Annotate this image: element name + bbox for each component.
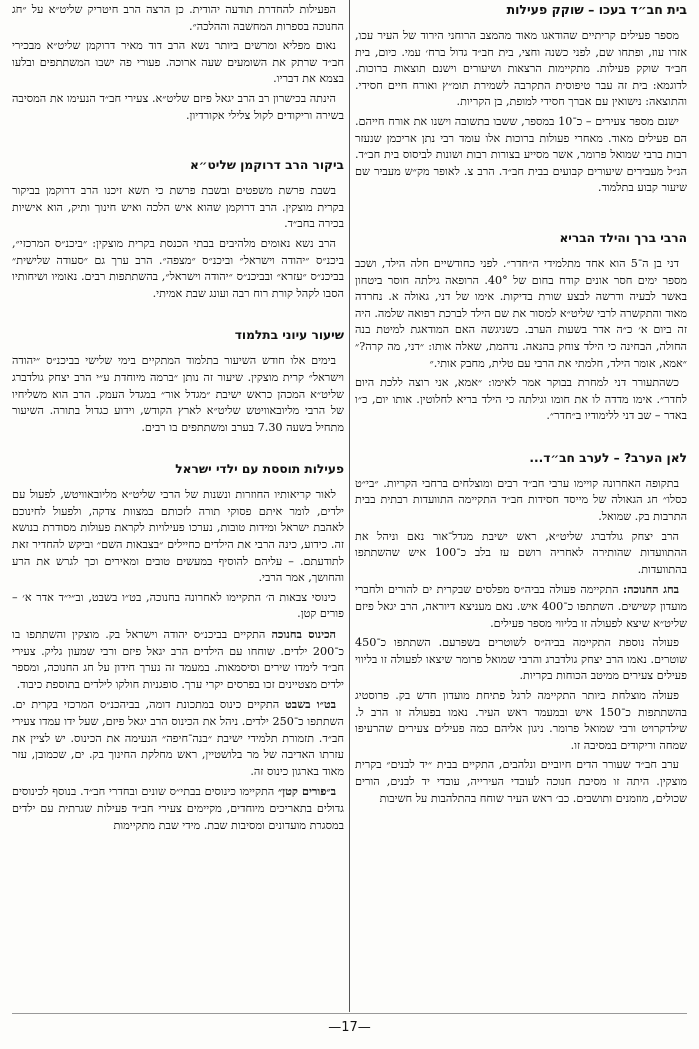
paragraph: בתקופה האחרונה קויימו ערבי חב״ד רבים ומוצלחים ברחבי הקריות. ״בי״ט כסלו״ חג הגאולה של מייסד חסידות חב״ד התקיימה התוועדות רבתית בבית התרבות בק. שמואל. [355,476,687,524]
right-column [355,2,687,1012]
paragraph [12,696,344,780]
paragraph: כשהתעורר דני למחרת בבוקר אמר לאימו: ״אמא, אני רוצה ללכת היום לחדר״. אימו מדדה לו את חומו וגילתה כי הילד בריא לחלוטין. אותו יום, כ״ו באדר – שב דני ללימודיו ב״חדר״. [355,376,687,423]
section-title-rebbe-blessed: הרבי ברך והילד הבריא [559,230,687,245]
paragraph: בשבת פרשת משפטים ובשבת פרשת כי תשא זיכנו הרב דרוקמן בביקור בקרית מוצקין. הרב דרוקמן שהוא איש הלכה ואיש חינוך ותיק, הוא אישיות בכירה בחב״ד. [12,184,344,231]
paragraph: נאום מפליא ומרשים ביותר נשא הרב דוד מאיר דרוקמן שליט״א מבכירי חב״ד שרתק את השומעים שעה ארוכה. פעורי פה ישבו המשתתפים ובלעו בצמא את דבריו. [12,39,344,86]
paragraph: פעולה מוצלחת ביותר התקיימה לרגל פתיחת מועדון חדש בק. פרוסטיג בהשתתפות כ־150 איש ובמעמד ראש העיר. נאמו בפעולה זו הרב ל. שילדקרויט ורבי שמואל פרומר. ניגון אליהם כמה פעילים צעירים שהרעיפו שמחה וריקודים במסיבה זו. [355,689,687,752]
run-in-heading: הכינוס בחנוכה [271,627,336,642]
footer-rule [12,1013,687,1014]
paragraph-text: התקיימו כינוסים בבתי״ס שונים ובחדרי חב״ד. בנוסף לכינוסים גדולים בתאריכים מיוחדים, מקיימים צעירי חב״ד פעילות שגרתית עם ילדים במסגרת מועדונים ומסיבות שבת. מידי שבת מתקיימות [12,785,344,832]
paragraph-text: התקיימה פעולה בביה״ס מפלסים שבקרית ים להורים ולחברי מועדון קשישים. השתתפו כ־400 איש. נאם מעניצא דיוראה, הרב יגאל פיזם שליט״א שיצא לפעולה זו בליווי מספר פעילים. [355,583,687,630]
run-in-heading: ב״פורים קטן״ [278,784,336,799]
paragraph: דני בן ה־5 הוא אחד מתלמידי ה״חדר״. לפני כחודשיים חלה הילד, ושכב מספר ימים חסר אונים קודח בחום של 40°. הרופאה גילתה חוסר ביטחון באשר לבעיה ודרשה לבצע שורת בדיקות. אימו של דני, גאולה א. נחרדה מאוד והתקשרה לרבי שליט״א למסור את שם הילד לברכת רפואה שלמה. היה זה ביום א׳ כ״ה אדר בשעות הערב. כשניגשה האם המודאגת למיטת בנה החולה, הבחינה כי הילד צוחק בהנאה. נדהמת, שאלה אותו: ״דני, מה קרה?״ ״אמא, אומר הילד, חלמתי את הרבי עם טלית, מחבק אותי.״ [355,256,687,370]
paragraph: ישנם מספר צעירים – כ־10 במספר, ששבו בתשובה וישנו את אורח חייהם. הם פעילים מאוד. מאחרי פעולות ברוכות אלו עומד רבי נתן אריכמן שנעזר רבות ברבי שמואל פרומר, אשר מסייע בצורות רבות ושונות לביסוס בית חב״ד. הנ״ל מעבירים שיעורים קבועים בבית חב״ד. הרב צ. לאופר מק״ש מעביר שם שיעור קבוע בתלמוד. [355,114,687,195]
paragraph: כינוסי צבאות ה׳ התקיימו לאחרונה בחנוכה, בט״ו בשבט, וב״י״ד אדר א׳ – פורים קטן. [12,590,344,621]
paragraph-text: התקיים כינוס במתכונת דומה, בביהכנ״ס המרכזי בקרית ים. השתתפו כ־250 ילדים. ניהל את הכינוס הרב יגאל פיזם, שעל ידו עמדו צעירי חב״ד. תזמורת תלמידי ישיבת ״בנה־חיפה״ הנעימה את הכינוס. יש לציין את עזרתו האדיבה של מר בלושטיין, ראש מחלקת החינוך בק. ים, שכמובן, עזר מאוד בארגון כינוס זה. [12,698,344,778]
page-number: —17— [328,1020,371,1035]
run-in-heading: בט״ו בשבט [285,697,336,712]
paragraph: בימים אלו חודש השיעור בתלמוד המתקיים בימי שלישי בביכנ״ס ״יהודה וישראל״ קרית מוצקין. שיעור זה נותן ״ברמה מיוחדת ע״י הרב יצחק גולדברג שליט״א המכהן כראש ישיבת ״מגדל אור״ במגדל העמק. הרב הוא משליחיו של הרבי מליובאוויטש שליט״א לארץ הקודש, וידוע כגדול בתורה. השיעור מתחיל בשעה 7.30 בערב ומשתתפים בו רבים. [12,354,344,434]
paragraph: הרב נשא נאומים מלהיבים בבתי הכנסת בקרית מוצקין: ״ביכנ״ס המרכזי״, ביכנ״ס ״יהודה וישראל״ וביכנ״ס ״מצפה״. הרב ערך גם ״סעודה שלישית״ בביכנ״ס ״עזרא״ ובביכנ״ס ״יהודה וישראל״, בהשתתפות רבים. נאומיו ושיחותיו הסבו לקהל קורת רוח רבה ועונג שבת אמיתי. [12,236,344,300]
section-title-chabad-akko: בית חב״ד בעכו – שוקק פעילות [506,2,687,17]
paragraph [355,581,687,632]
paragraph: הפעילות להחדרת תודעה יהודית. כן הרצה הרב חיטריק שליט״א על ״חג החנוכה בספרות המחשבה וההלכה״. [12,3,344,33]
section-title-drukman-visit: ביקור הרב דרוקמן שליט״א [189,158,344,173]
paragraph [12,783,344,834]
run-in-heading: בחג החנוכה: [622,582,679,597]
paragraph: הינתה בכישרון רב הרב יגאל פיזם שליט״א. צעירי חב״ד הנעימו את המסיבה בשירה וריקודים לקול צלילי אקורדיון. [12,91,344,122]
column-divider [349,0,350,1012]
paragraph-text: התקיים בביכנ״ס יהודה וישראל בק. מוצקין והשתתפו בו כ־200 ילדים. שוחחו עם הילדים הרב יגאל פיזם ורבי שמעון גליק. צעירי חב״ד לימדו שירים וסיסמאות. במעמד זה נערך חידון על חג החנוכה, ומספר ילדים מצטיינים זכו בפרסים יקרי ערך. סופגניות חולקו לילדים בתוספת כיבוד. [12,628,344,691]
paragraph: ערב חב״ד שעורר הדים חיוביים ונלהבים, התקיים בבית ״יד לבנים״ בקרית מוצקין. היתה זו מסיבת חנוכה לעובדי העירייה, עובדי יד לבנים, הורים שכולים, מוזמנים ותושבים. כב׳ ראש העיר שוחח בהתלהבות על חשיבות [355,758,687,805]
section-title-chabad-evening: לאן הערב? – לערב חב״ד... [529,450,687,465]
paragraph: מספר פעילים קריתיים שהודאגו מאוד מהמצב הרוחני הירוד של העיר עכו, אזרו עוז, ופתחו שם, לפני כשנה וחצי, בית חב״ד גדול ברח׳ עמי. כיום, בית חב״ד שוקק פעילות. מתקיימות הרצאות ושיעורים וישנם תוצאות ברוכות. לדוגמא: בית זה עבר טיפוסית התקרבה לשמירת תומ״ץ ואורח חיים חסידי. והתוצאה: נישואין עם אברך חסידי למופת, בן הקריות. [355,29,687,109]
paragraph [12,626,344,693]
section-title-children-activity: פעילות תוססת עם ילדי ישראל [175,462,344,477]
paragraph: לאור קריאותיו החוזרות ונשנות של הרבי שליט״א מליובאוויטש, לפעול עם ילדים, לומר איתם פסוקי תורה לזכותם במצוות צדקה, ולפעול לחינוכם לאהבת ישראל ומידות טובות, נערכו פעילויות לקראת פעולות מסודרת בנושא זה. כידוע, כינה הרבי את הילדים כחיילים ״בצבאות השם״ וביקש להחדיר זאת לתודעתם. – עליהם להוסיף במעשים טובים ומאירים וכך לגרש את הרע והחושך, אמר הרבי. [12,488,344,585]
left-column [12,2,344,1012]
section-title-talmud-class: שיעור עיוני בתלמוד [234,328,344,343]
paragraph: הרב יצחק גולדברג שליט״א, ראש ישיבת מגדל־אור נאם וניהל את ההתוועדות שהותירה לאחריה רושם עז בלב כ־100 איש שהשתתפו בהתוועדות. [355,529,687,576]
paragraph: פעולה נוספת התקיימה בביה״ס לשוטרים בשפרעם. השתתפו כ־450 שוטרים. נאמו הרב יצחק גולדברג והרבי שמואל פרומר שיצאו לפעולה זו בליווי פעילים צעירים ממיטב הכוחות בקריות. [355,636,687,683]
